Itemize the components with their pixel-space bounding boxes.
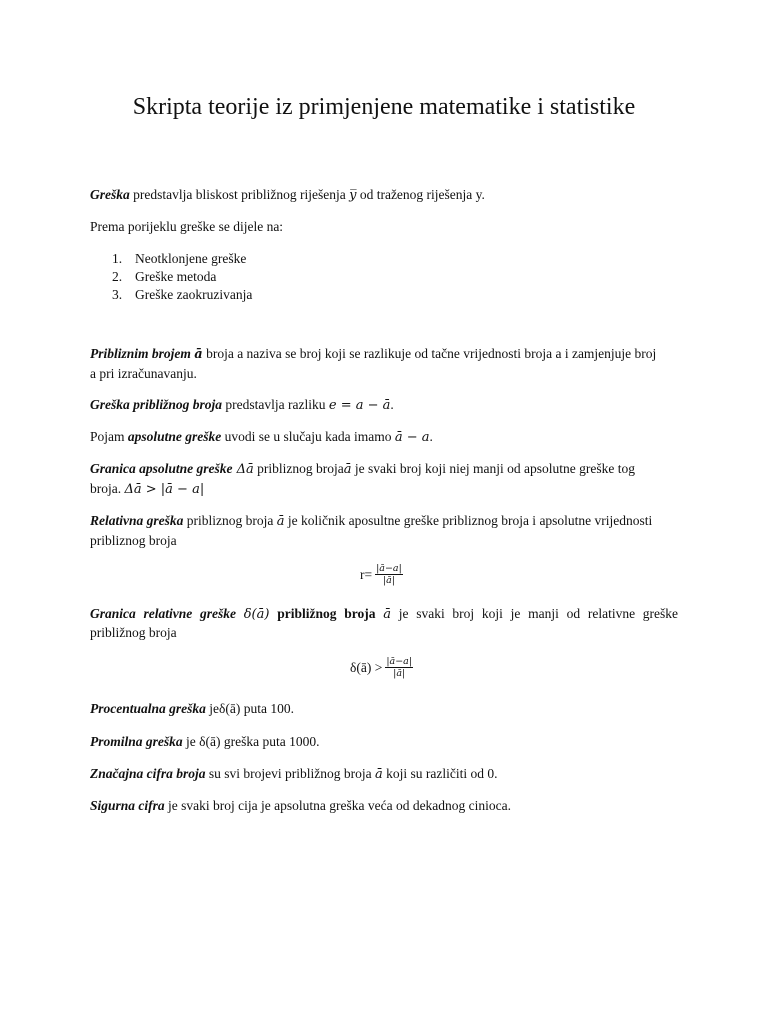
paragraph-text: pribliznog broja [90, 532, 177, 548]
list-item [112, 286, 252, 304]
document-title: Skripta teorije iz primjenjene matematike i statistike [132, 94, 636, 120]
paragraph-text: je svaki broj koji niej manji od apsolutne greške tog [351, 461, 635, 476]
list-item [112, 268, 252, 286]
paragraph-granica-apsolutne [90, 460, 678, 499]
paragraph-text: a pri izračunavanju. [90, 365, 197, 381]
paragraph-relativna [90, 512, 678, 550]
paragraph-text: je količnik aposultne greške pribliznog broja i apsolutne vrijednosti [284, 513, 653, 528]
paragraph-text: Pojam [90, 429, 128, 444]
math-abar: ā [276, 514, 285, 529]
paragraph-text: broja. [90, 480, 125, 496]
math-formula: e = a − ā [328, 398, 391, 413]
list-number: 1. [112, 251, 123, 266]
paragraph-text: broja a naziva se broj koji se razlikuje od tačne vrijednosti broja a i zamjenjuje broj [202, 346, 657, 361]
paragraph-text: predstavlja razliku [222, 397, 329, 412]
paragraph-greska [90, 186, 678, 206]
term-procentualna: Procentualna greška [90, 701, 206, 716]
list-label: Greške zaokruzivanja [135, 287, 253, 302]
paragraph-text: uvodi se u slučaju kada imamo [221, 429, 395, 444]
term-greska: Greška [90, 187, 130, 202]
term-priblizni-broj: Pribliznim brojem [90, 346, 191, 361]
term-relativna: Relativna greška [90, 513, 184, 528]
math-delta-abar: δ(ā) [243, 607, 270, 622]
formula-lhs: δ(ā) > [350, 659, 383, 675]
paragraph-promilna [90, 733, 678, 752]
list-label: Neotklonjene greške [135, 251, 247, 266]
math-abar: ā [375, 767, 383, 782]
math-formula: ā − a [394, 430, 430, 445]
term-granica-relativne: Granica relativne greške [90, 606, 236, 621]
formula-fraction [375, 563, 403, 586]
list-item [112, 250, 252, 268]
term-sigurna-cifra: Sigurna cifra [90, 798, 165, 813]
paragraph-priblizni-broj [90, 345, 678, 383]
paragraph-text: . [390, 397, 394, 412]
formula-lhs: r= [360, 566, 373, 582]
math-formula: Δā > |ā − a| [124, 481, 205, 497]
paragraph-text: predstavlja bliskost približnog riješenja [129, 187, 350, 202]
fraction-denominator: |ā| [393, 668, 406, 679]
paragraph-znacajna-cifra [90, 765, 678, 785]
term-apsolutna: apsolutne greške [127, 429, 222, 444]
math-delta-abar: Δā [232, 462, 254, 477]
term-priblizni-broj: približnog broja [277, 606, 376, 621]
formula-fraction [385, 656, 413, 679]
fraction-numerator: |ā−a| [386, 656, 413, 667]
paragraph-apsolutna [90, 428, 678, 448]
paragraph-text: . [429, 429, 433, 444]
paragraph-text: je svaki broj koji je manji od relativne greške [398, 606, 679, 621]
paragraph-granica-relativne [90, 605, 678, 625]
term-greska-priblizni: Greška približnog broja [90, 397, 223, 412]
term-znacajna-cifra: Značajna cifra broja [90, 766, 206, 781]
paragraph-text: jeδ(ā) puta 100. [205, 701, 294, 716]
paragraph-sigurna-cifra [90, 797, 678, 816]
term-granica-apsolutne: Granica apsolutne greške [90, 461, 233, 476]
paragraph-text: pribliznog broja [253, 461, 344, 476]
math-ybar: y̅ [349, 188, 357, 203]
term-promilna: Promilna greška [90, 734, 183, 749]
paragraph-podjela: Prema porijeklu greške se dijele na: [90, 219, 284, 234]
paragraph-text: pribliznog broja [183, 513, 277, 528]
paragraph-text: je svaki broj cija je apsolutna greška veća od dekadnog cinioca. [164, 798, 512, 813]
formula-relative-error [360, 563, 403, 586]
paragraph-text: koji su različiti od 0. [382, 766, 498, 781]
paragraph-text: od traženog riješenja y. [356, 187, 485, 202]
list-label: Greške metoda [135, 269, 217, 284]
formula-relative-bound [350, 656, 413, 679]
math-abar: ā [194, 347, 203, 362]
list-number: 3. [112, 287, 123, 302]
paragraph-text: je δ(ā) greška puta 1000. [182, 734, 320, 749]
paragraph-granica-relativne-line2: približnog broja [90, 625, 177, 640]
math-abar: ā [383, 607, 391, 622]
paragraph-greska-priblizni [90, 396, 678, 416]
fraction-denominator: |ā| [382, 575, 395, 586]
fraction-numerator: |ā−a| [376, 563, 402, 574]
paragraph-procentualna [90, 700, 678, 719]
list-number: 2. [112, 269, 123, 284]
paragraph-text: su svi brojevi približnog broja [205, 766, 375, 781]
error-types-list [112, 250, 252, 304]
math-abar: ā [343, 462, 352, 477]
